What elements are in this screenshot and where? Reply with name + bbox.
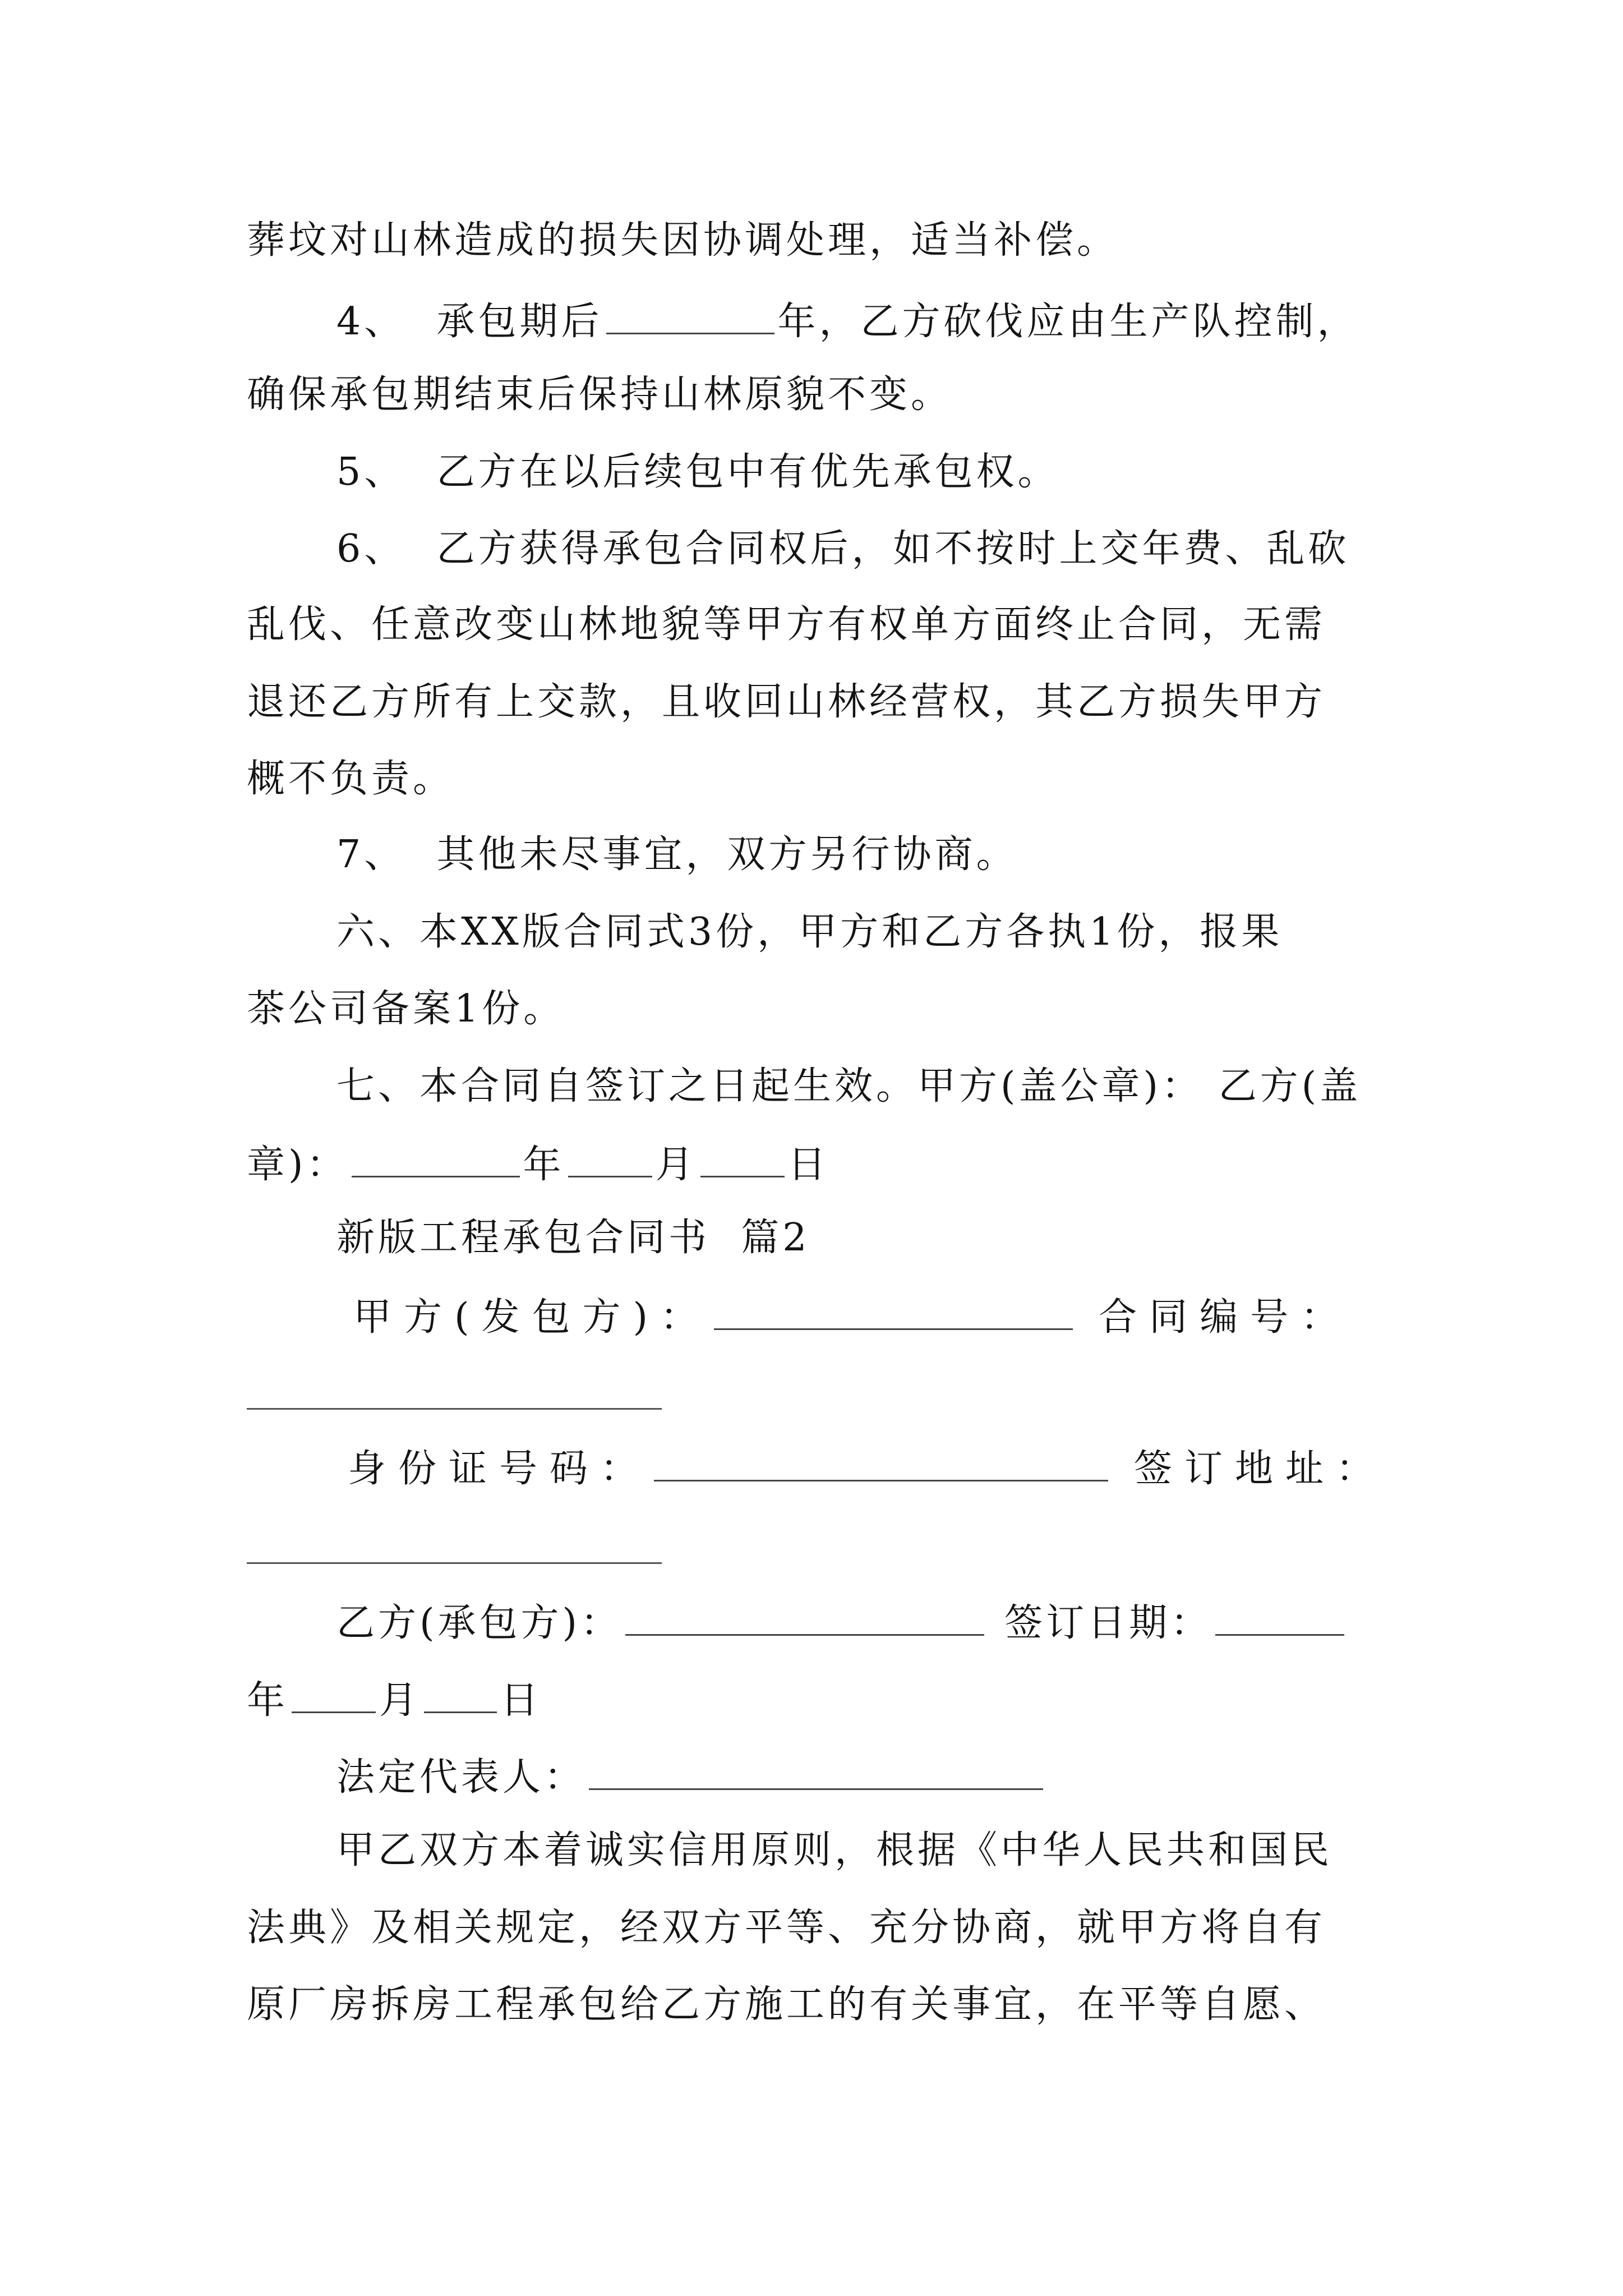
party-a-line bbox=[353, 1295, 1352, 1340]
text: 签订地址： bbox=[1134, 1447, 1387, 1491]
blank-field bbox=[700, 1143, 785, 1177]
legal-rep-line bbox=[336, 1755, 1046, 1800]
text: 原厂房拆房工程承包给乙方施工的有关事宜，在平等自愿、 bbox=[247, 1982, 1326, 2027]
text: 签订日期： bbox=[1004, 1601, 1212, 1645]
paragraph-line bbox=[247, 1982, 1326, 2027]
party-b-line bbox=[336, 1601, 1348, 1645]
paragraph-line bbox=[336, 1828, 1333, 1872]
clause-4-line bbox=[336, 300, 1359, 344]
paragraph-line bbox=[247, 218, 1119, 263]
text: 甲乙双方本着诚实信用原则，根据《中华人民共和国民 bbox=[336, 1828, 1333, 1872]
text: 概不负责。 bbox=[247, 757, 455, 801]
section-6-line bbox=[336, 910, 1283, 954]
section-title bbox=[336, 1216, 810, 1260]
text: 七、本合同自签订之日起生效。甲方(盖公章)： 乙方(盖 bbox=[336, 1064, 1362, 1108]
section-7-line bbox=[336, 1064, 1362, 1108]
text: 甲方(发包方)： bbox=[353, 1295, 711, 1340]
text: 年 bbox=[523, 1143, 565, 1187]
text: 日 bbox=[500, 1678, 542, 1723]
text: 新版工程承包合同书 篇2 bbox=[336, 1216, 810, 1260]
text: 7、 其他未尽事宜，双方另行协商。 bbox=[336, 832, 1018, 877]
text: 年，乙方砍伐应由生产队控制， bbox=[777, 300, 1359, 344]
clause-5-line bbox=[336, 450, 1059, 494]
paragraph-line bbox=[247, 757, 455, 801]
paragraph-line bbox=[247, 1906, 1326, 1950]
clause-6-line bbox=[336, 527, 1350, 571]
blank-field bbox=[606, 300, 774, 334]
text: 退还乙方所有上交款，且收回山林经营权，其乙方损失甲方 bbox=[247, 680, 1326, 724]
clause-7-line bbox=[336, 832, 1018, 877]
text: 茶公司备案1份。 bbox=[247, 987, 565, 1031]
blank-field bbox=[1215, 1602, 1344, 1636]
text: 法定代表人： bbox=[336, 1755, 586, 1800]
text: 月 bbox=[379, 1678, 421, 1723]
signature-date-line bbox=[247, 1143, 829, 1187]
text: 年 bbox=[247, 1678, 289, 1723]
blank-field bbox=[247, 1562, 662, 1564]
id-number-line bbox=[348, 1447, 1387, 1491]
paragraph-line bbox=[247, 987, 565, 1031]
text: 六、本XX版合同式3份，甲方和乙方各执1份，报果 bbox=[336, 910, 1283, 954]
paragraph-line bbox=[247, 602, 1326, 647]
text: 6、 乙方获得承包合同权后，如不按时上交年费、乱砍 bbox=[336, 527, 1350, 571]
paragraph-line bbox=[247, 680, 1326, 724]
text: 葬坟对山林造成的损失因协调处理，适当补偿。 bbox=[247, 218, 1119, 263]
date-line bbox=[247, 1678, 542, 1723]
blank-field bbox=[625, 1602, 984, 1636]
text: 乙方(承包方)： bbox=[336, 1601, 623, 1645]
blank-field bbox=[714, 1296, 1073, 1330]
blank-field bbox=[424, 1679, 497, 1713]
text: 4、 承包期后 bbox=[336, 300, 603, 344]
text: 合同编号： bbox=[1099, 1295, 1352, 1340]
text: 确保承包期结束后保持山林原貌不变。 bbox=[247, 372, 953, 417]
blank-field bbox=[654, 1447, 1108, 1481]
text: 章)： bbox=[247, 1143, 348, 1187]
text: 法典》及相关规定，经双方平等、充分协商，就甲方将自有 bbox=[247, 1906, 1326, 1950]
blank-field bbox=[589, 1756, 1043, 1790]
paragraph-line bbox=[247, 372, 953, 417]
blank-field bbox=[352, 1143, 520, 1177]
text: 乱伐、任意改变山林地貌等甲方有权单方面终止合同，无需 bbox=[247, 602, 1326, 647]
text: 5、 乙方在以后续包中有优先承包权。 bbox=[336, 450, 1059, 494]
blank-field bbox=[568, 1143, 652, 1177]
blank-field bbox=[292, 1679, 376, 1713]
text: 日 bbox=[787, 1143, 829, 1187]
text: 月 bbox=[655, 1143, 697, 1187]
blank-field bbox=[247, 1408, 662, 1410]
text: 身份证号码： bbox=[348, 1447, 651, 1491]
